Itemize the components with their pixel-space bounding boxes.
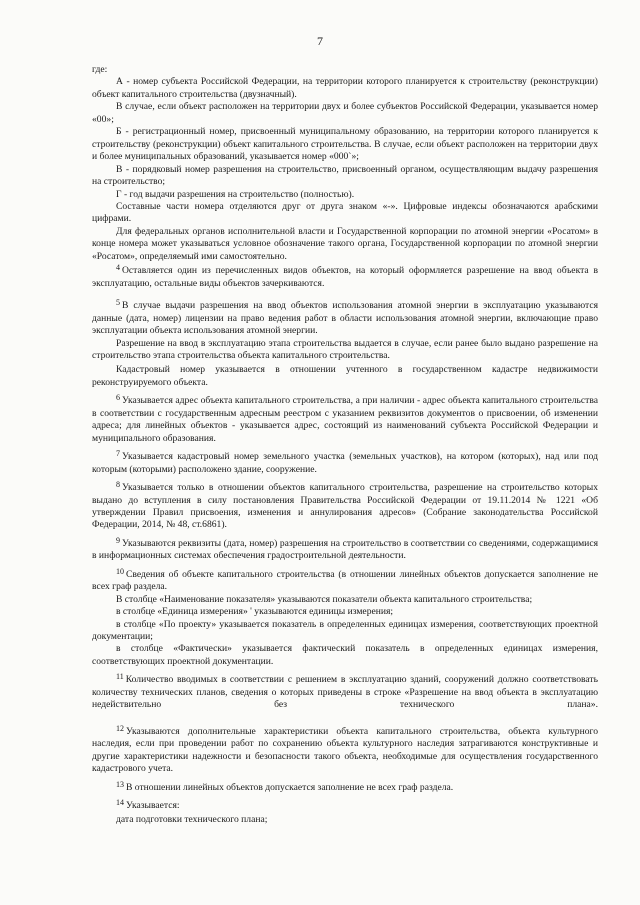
footnote-number: 11: [116, 672, 124, 682]
footnote-text: Указываются реквизиты (дата, номер) разрешения на строительство в соответствии со сведениями, содержащимися в информационных системах обеспечения градостроительной деятельности.: [92, 537, 598, 562]
paragraph: В столбце «Наименование показателя» указываются показатели объекта капитального строительства;: [116, 593, 533, 605]
footnote-text: Указывается:: [126, 800, 180, 812]
paragraph: Разрешение на ввод в эксплуатацию этапа строительства выдается в случае, если ранее было выдано разрешение на строительство этапа строительства объекта капитального строительства.: [92, 337, 598, 361]
paragraph: Г - год выдачи разрешения на строительство (полностью).: [116, 188, 355, 200]
footnote-5: [92, 300, 598, 337]
paragraph: Для федеральных органов исполнительной власти и Государственной корпорации по атомной энергии «Росатом» в конце номера может указываться условное обозначение такого органа, Государственной корпорации по атомной энергии «Росатом», определяемый ими самостоятельно.: [92, 225, 598, 262]
paragraph: Составные части номера отделяются друг от друга знаком «-». Цифровые индексы обозначаются арабскими цифрами.: [92, 200, 598, 225]
footnote-10: [92, 566, 598, 594]
footnote-number: 12: [116, 723, 124, 733]
footnote-number: 7: [116, 449, 120, 459]
paragraph: в столбце «Фактически» указывается фактический показатель в определенных единицах измерения, соответствующих проектной документации.: [92, 643, 598, 667]
footnote-number: 5: [116, 298, 120, 308]
paragraph: Б - регистрационный номер, присвоенный муниципальному образованию, на территории которого планируется к строительству (реконструкции) объект капитального строительства. В случае, если объект расположен на территории двух и более муниципальных образований, указывается номер «000`»;: [92, 126, 598, 163]
footnote-number: 9: [116, 535, 120, 545]
where-label: где:: [92, 64, 108, 75]
paragraph: В - порядковый номер разрешения на строительство, присвоенный органом, осуществляющим выдачу разрешения на строительство;: [92, 163, 598, 188]
footnote-11: [92, 674, 598, 711]
footnote-text: Указывается только в отношении объектов капитального строительства, разрешение на строительство которых выдано до вступления в силу постановления Правительства Российской Федерации от 19.11.2014 № 1221 «Об утверждении Правил присвоения, изменения и аннулирования адресов» (Собрание законодательства Российской Федерации, 2014, № 48, ст.6861).: [92, 482, 598, 531]
footnote-14: [92, 800, 598, 812]
footnote-4: [92, 265, 598, 290]
footnote-number: 8: [116, 480, 120, 490]
footnote-text: В отношении линейных объектов допускается заполнение не всех граф раздела.: [126, 781, 454, 793]
footnote-text: Указывается кадастровый номер земельного участка (земельных участков), на котором (которых), над или под которым (которыми) расположено здание, сооружение.: [92, 451, 598, 475]
footnote-text: Указываются дополнительные характеристики объекта капитального строительства, объекта культурного наследия, если при проведении работ по сохранению объекта культурного наследия затрагиваются конструктивные и другие характеристики надежности и безопасности такого объекта, необходимые для осуществления государственного кадастрового учета.: [92, 725, 598, 775]
paragraph: дата подготовки технического плана;: [116, 814, 268, 826]
paragraph: в столбце «По проекту» указывается показатель в определенных единицах измерения, соответствующих проектной документации;: [92, 618, 598, 643]
footnote-6: [92, 395, 598, 445]
footnote-text: Сведения об объекте капитального строительства (в отношении линейных объектов допускается заполнение не всех граф раздела.: [92, 568, 598, 593]
footnote-8: [92, 482, 598, 532]
footnote-text: Указывается адрес объекта капитального строительства, а при наличии - адрес объекта капитального строительства в соответствии с государственным адресным реестром с указанием реквизитов документов о присвоении, об изменении адреса; для линейных объектов - указывается адрес, состоящий из наименований субъекта Российской Федерации и муниципального образования.: [92, 395, 598, 444]
footnote-12: [92, 723, 598, 776]
footnote-number: 13: [116, 779, 124, 789]
footnote-text: В случае выдачи разрешения на ввод объектов использования атомной энергии в эксплуатацию указываются данные (дата, номер) лицензии на право ведения работ в области использования атомной энергии, включающие право эксплуатации объекта использования атомной энергии.: [92, 300, 598, 337]
paragraph: Кадастровый номер указывается в отношении учтенного в государственном кадастре недвижимости реконструируемого объекта.: [92, 364, 598, 388]
footnote-7: [92, 451, 598, 476]
footnote-number: 4: [116, 263, 120, 273]
document-body: [92, 64, 598, 827]
paragraph: А - номер субъекта Российской Федерации, на территории которого планируется к строительству (реконструкции) объект капитального строительства (двузначный).: [92, 76, 598, 100]
footnote-13: [92, 779, 598, 794]
page-number: 7: [317, 34, 323, 48]
footnote-number: 10: [116, 566, 124, 576]
footnote-text: Оставляется один из перечисленных видов объектов, на который оформляется разрешение на ввод объекта в эксплуатацию, остальные виды объектов зачеркиваются.: [92, 265, 598, 289]
footnote-text: Количество вводимых в соответствии с решением в эксплуатацию зданий, сооружений должно соответствовать количеству технических планов, сведения о которых приведены в строке «Разрешение на ввод объекта в эксплуатацию недействительно без технического плана».: [92, 674, 598, 711]
footnote-number: 6: [116, 393, 120, 403]
paragraph: в столбце «Единица измерения» ' указываются единицы измерения;: [116, 606, 394, 618]
paragraph: В случае, если объект расположен на территории двух и более субъектов Российской Федерации, указывается номер «00»;: [92, 101, 598, 125]
footnote-9: [92, 535, 598, 563]
footnote-number: 14: [116, 798, 124, 808]
